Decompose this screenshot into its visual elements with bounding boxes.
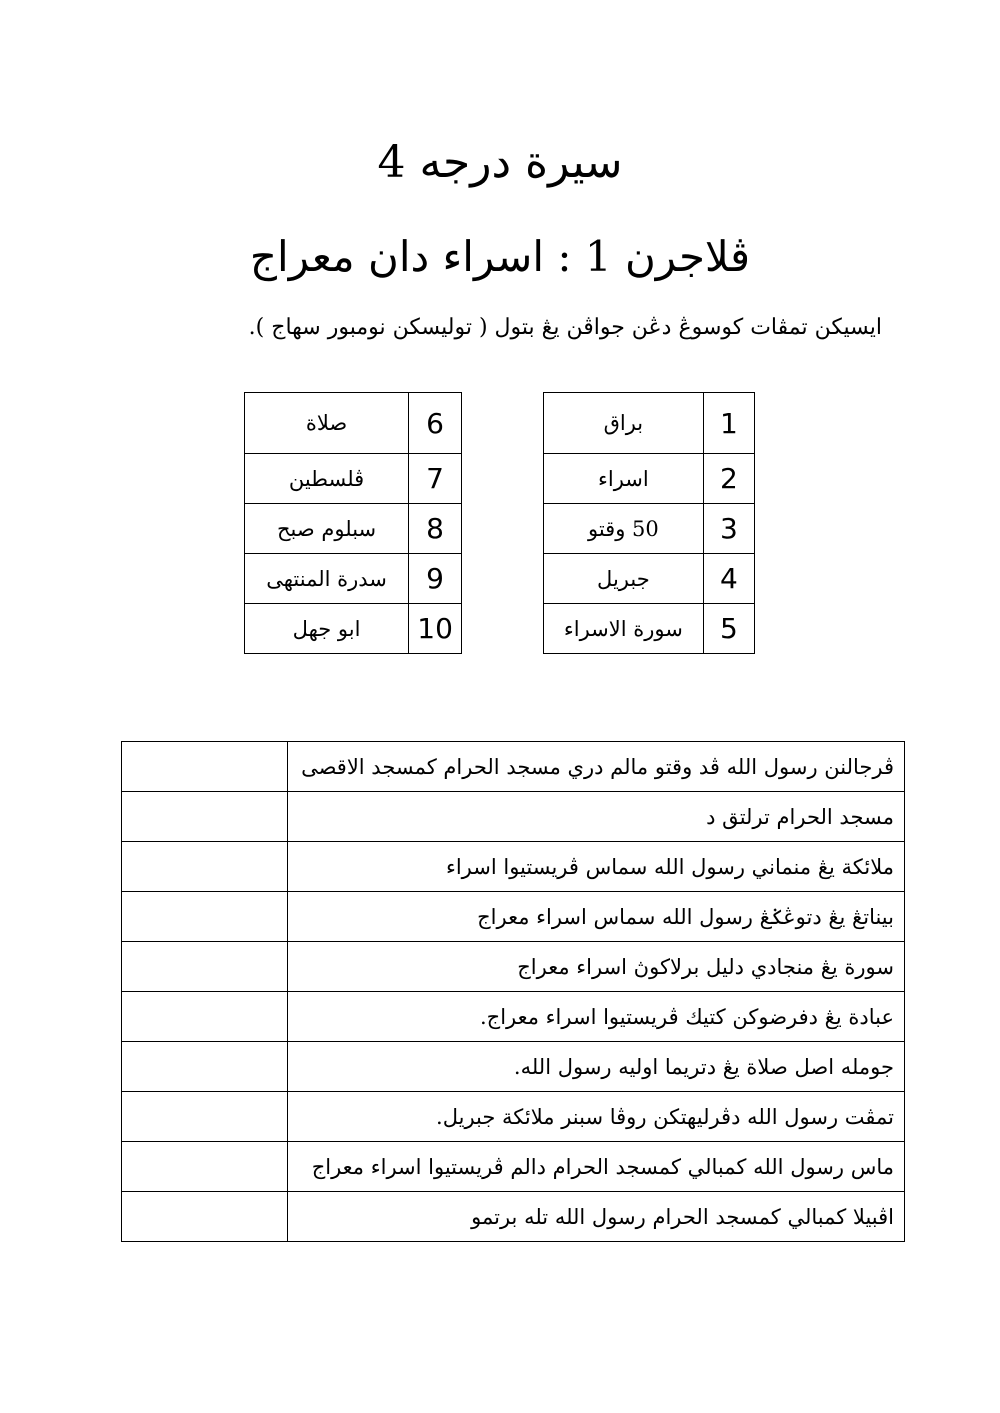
questions-table (121, 741, 905, 1242)
question-row (122, 1192, 905, 1242)
key-number: 3 (703, 504, 754, 554)
key-row (544, 454, 755, 504)
key-row (544, 604, 755, 654)
question-text: عبادة يڠ دفرضوكن كتيك ڤريستيوا اسراء معراج. (288, 992, 905, 1042)
question-row (122, 892, 905, 942)
key-word: براق (544, 393, 704, 454)
question-text: سورة يڠ منجادي دليل برلاكوڽ اسراء معراج (288, 942, 905, 992)
question-row (122, 1142, 905, 1192)
question-row (122, 842, 905, 892)
key-number: 1 (703, 393, 754, 454)
key-number: 10 (409, 604, 462, 654)
question-text: مسجد الحرام ترلتق د (288, 792, 905, 842)
key-number: 5 (703, 604, 754, 654)
answer-box[interactable] (122, 1042, 288, 1092)
key-number: 2 (703, 454, 754, 504)
key-word: جبريل (544, 554, 704, 604)
key-word: 50 وقتو (544, 504, 704, 554)
answer-box[interactable] (122, 992, 288, 1042)
key-row (544, 554, 755, 604)
key-row (544, 393, 755, 454)
answer-box[interactable] (122, 842, 288, 892)
key-word: سبلوم صبح (245, 504, 409, 554)
question-row (122, 942, 905, 992)
key-number: 4 (703, 554, 754, 604)
answer-key-table-left (244, 392, 462, 654)
question-row (122, 1042, 905, 1092)
question-row (122, 992, 905, 1042)
question-row (122, 1092, 905, 1142)
answer-box[interactable] (122, 792, 288, 842)
key-row (544, 504, 755, 554)
question-row (122, 742, 905, 792)
key-number: 6 (409, 393, 462, 454)
key-word: ڤلسطين (245, 454, 409, 504)
key-word: سورة الاسراء (544, 604, 704, 654)
answer-box[interactable] (122, 892, 288, 942)
instruction-text: ايسيكن تمڤات كوسوڠ دڠن جواڤن يڠ بتول ( توليسكن نومبور سهاج ). (248, 315, 882, 340)
question-text: ڤرجالنن رسول الله ڤد وقتو مالم دري مسجد الحرام كمسجد الاقصى (288, 742, 905, 792)
key-word: سدرة المنتهى (245, 554, 409, 604)
answer-box[interactable] (122, 742, 288, 792)
lesson-title: ڤلاجرن 1 : اسراء دان معراج (249, 232, 751, 281)
question-text: ملائكة يڠ منماني رسول الله سماس ڤريستيوا اسراء (288, 842, 905, 892)
key-number: 8 (409, 504, 462, 554)
question-text: تمڤت رسول الله دڤرليهتكن روڤا سبنر ملائكة جبريل. (288, 1092, 905, 1142)
question-text: ماس رسول الله كمبالي كمسجد الحرام دالم ڤريستيوا اسراء معراج (288, 1142, 905, 1192)
key-row (245, 393, 462, 454)
key-word: اسراء (544, 454, 704, 504)
question-text: بيناتڠ يڠ دتوڠݢڠ رسول الله سماس اسراء معراج (288, 892, 905, 942)
question-text: اڤبيلا كمبالي كمسجد الحرام رسول الله تله برتمو (288, 1192, 905, 1242)
key-number: 9 (409, 554, 462, 604)
key-number: 7 (409, 454, 462, 504)
question-text: جومله اصل صلاة يڠ دتريما اوليه رسول الله. (288, 1042, 905, 1092)
key-word: صلاة (245, 393, 409, 454)
key-row (245, 554, 462, 604)
answer-key-table-right (543, 392, 755, 654)
answer-box[interactable] (122, 1092, 288, 1142)
answer-box[interactable] (122, 942, 288, 992)
answer-box[interactable] (122, 1192, 288, 1242)
question-row (122, 792, 905, 842)
key-word: ابو جهل (245, 604, 409, 654)
page-title: سيرة درجه 4 (377, 137, 623, 188)
answer-box[interactable] (122, 1142, 288, 1192)
key-row (245, 604, 462, 654)
key-row (245, 504, 462, 554)
key-row (245, 454, 462, 504)
